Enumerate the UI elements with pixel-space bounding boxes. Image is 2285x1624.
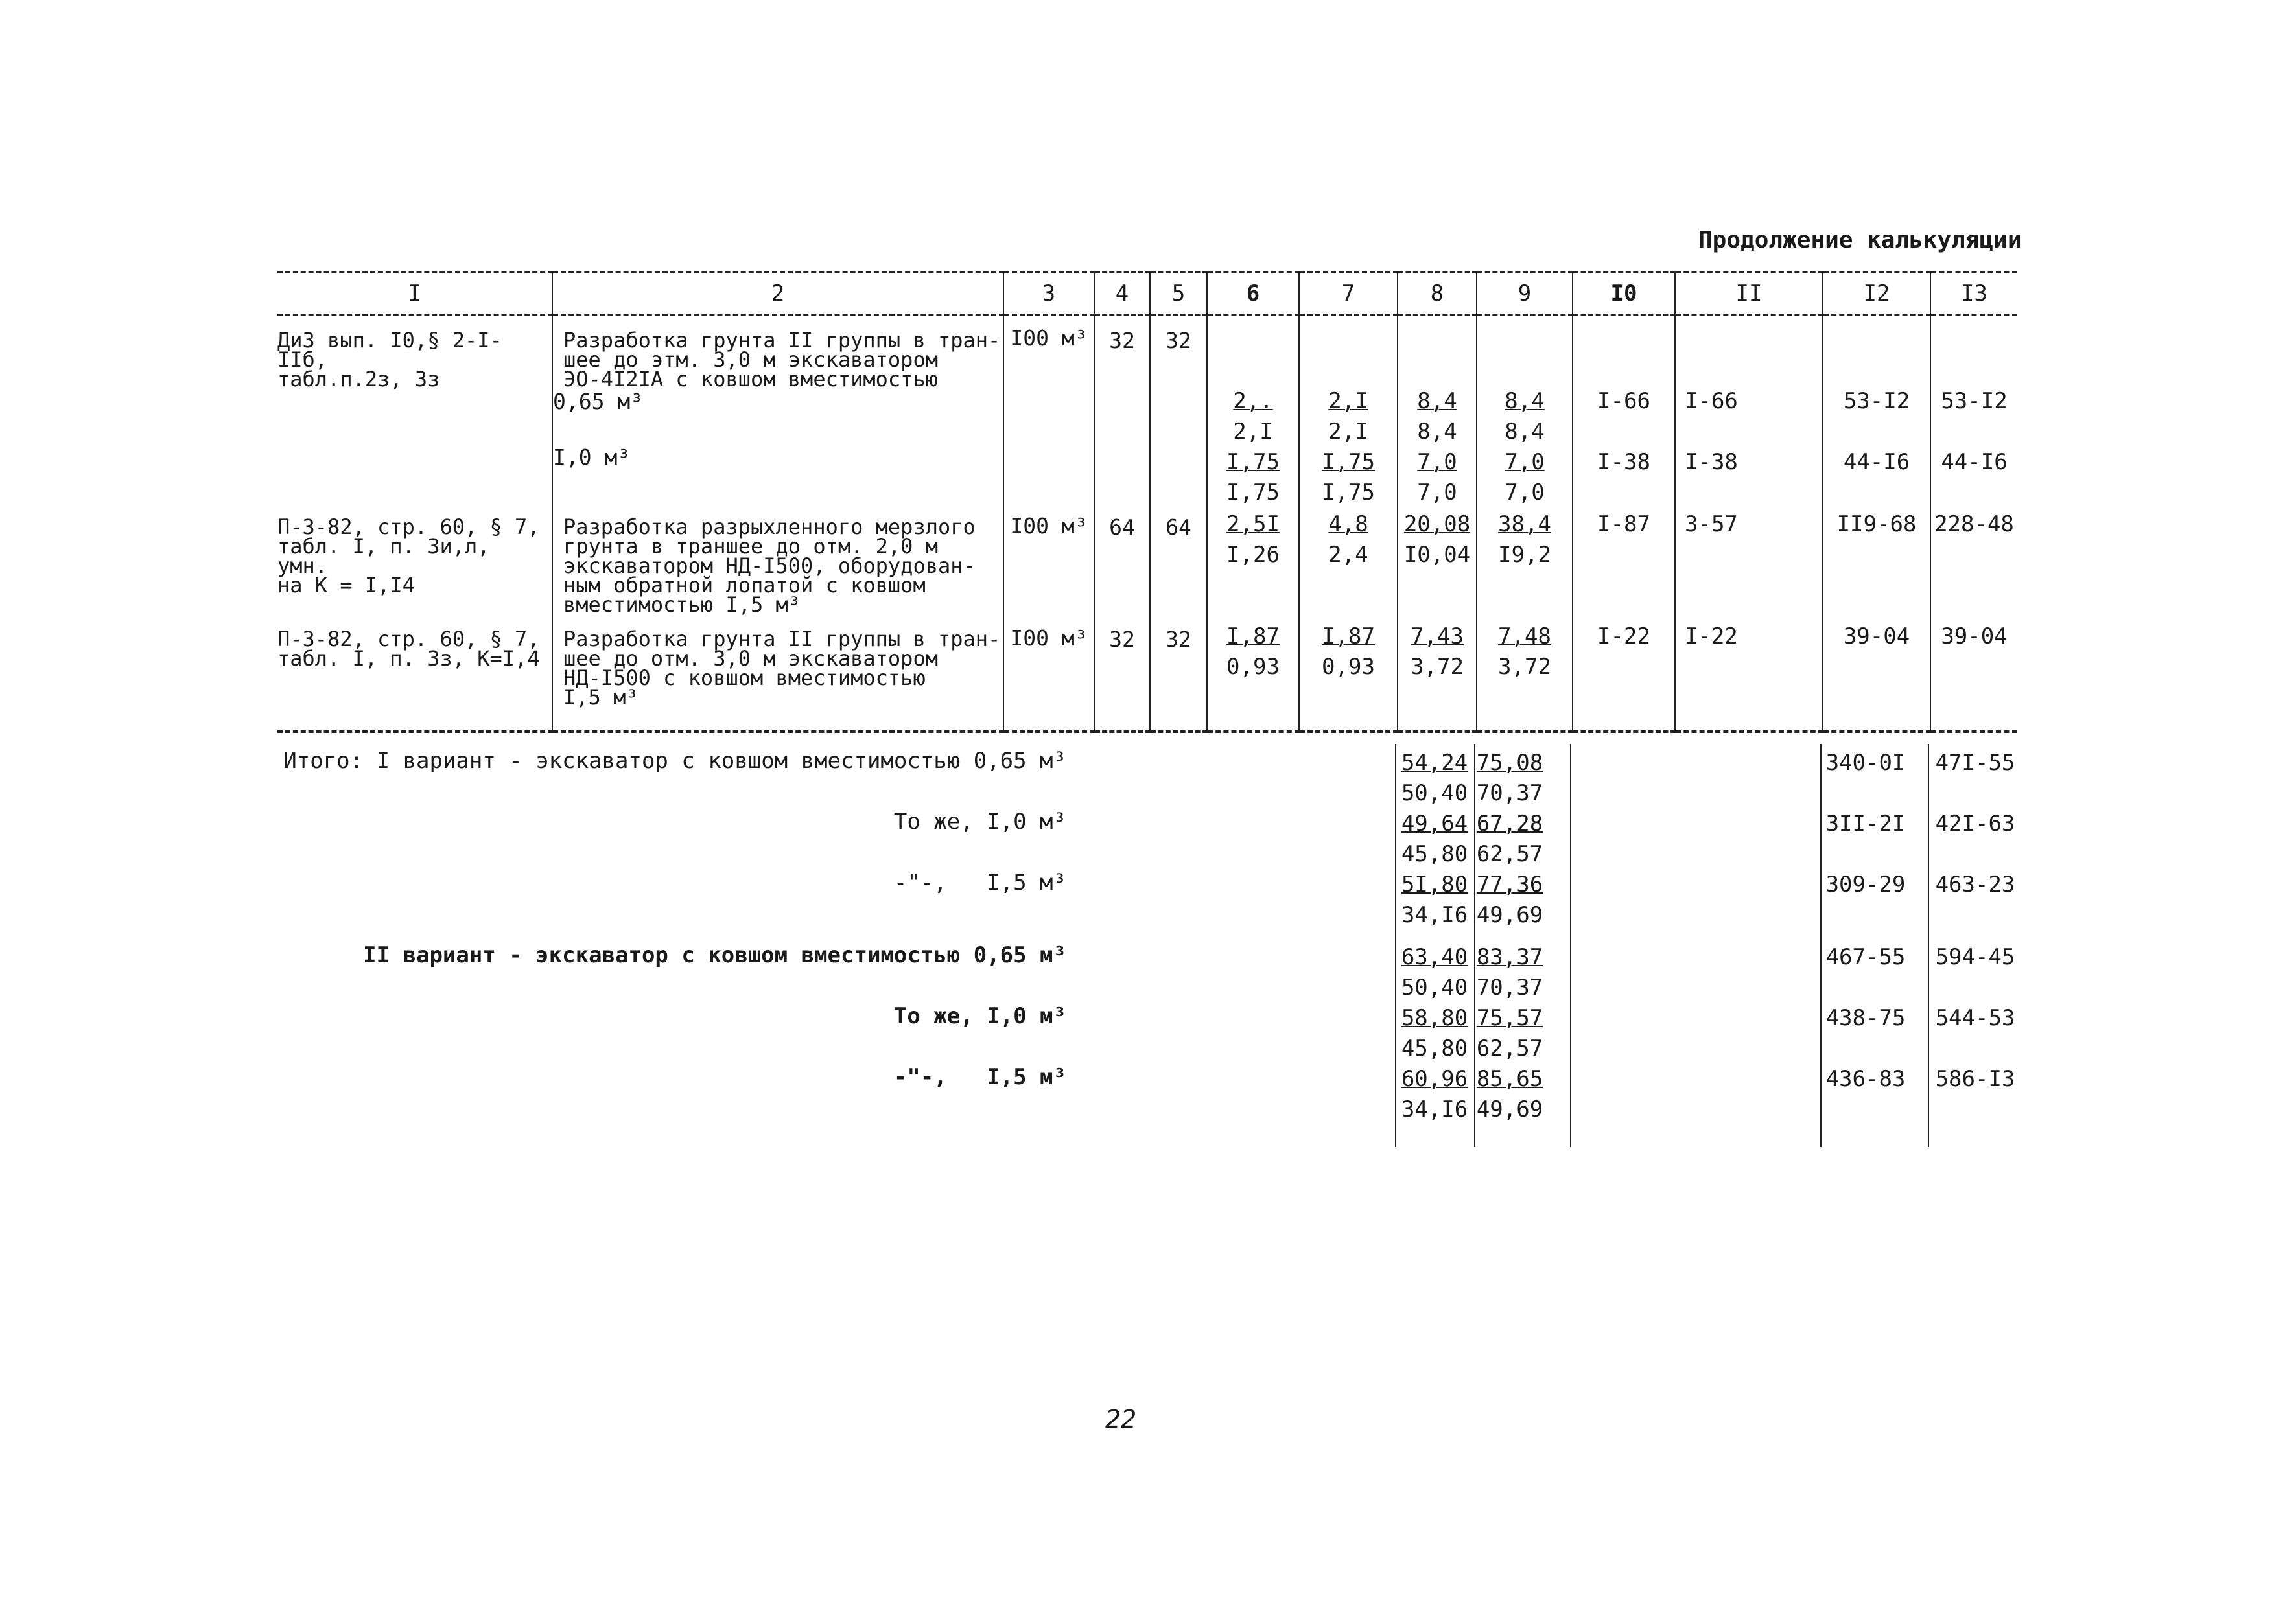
page-number: 22 [1105, 1405, 1137, 1433]
value-cell: I-66 I-38 [1675, 315, 1823, 508]
value-cell: 2,5I I,26 [1207, 508, 1299, 621]
total-label: -"-, I,5 м³ [893, 870, 1066, 896]
value-cell: 2,I 2,I I,75 I,75 [1299, 315, 1398, 508]
col-header-7: 7 [1299, 272, 1398, 315]
value-cell: 7,48 3,72 [1477, 621, 1573, 732]
qty-cell: 32 [1150, 621, 1207, 732]
col-header-6: 6 [1207, 272, 1299, 315]
qty-cell: 64 [1094, 508, 1150, 621]
col-header-2: 2 [552, 272, 1003, 315]
unit-cell: I00 м³ [1003, 315, 1094, 508]
value-cell: I,87 0,93 [1299, 621, 1398, 732]
value-cell: 2,. 2,I I,75 I,75 [1207, 315, 1299, 508]
total-c13: 463-23 [1935, 872, 2015, 898]
value-cell: 38,4 I9,2 [1477, 508, 1573, 621]
value-cell: I-22 [1675, 621, 1823, 732]
value-cell: 20,08 I0,04 [1398, 508, 1477, 621]
value-cell: 53-I2 44-I6 [1823, 315, 1930, 508]
total-c13: 42I-63 [1935, 811, 2015, 837]
qty-cell: 64 [1150, 508, 1207, 621]
value-cell: 39-04 [1823, 621, 1930, 732]
header-row [277, 272, 2017, 315]
unit-cell: I00 м³ [1003, 621, 1094, 732]
total-c8: 63,40 50,40 [1401, 944, 1468, 1001]
qty-cell: 32 [1150, 315, 1207, 508]
source-cell: П-3-82, стр. 60, § 7, табл. I, п. 3и,л, умн. на К = I,I4 [277, 508, 552, 621]
value-cell: I-87 [1573, 508, 1675, 621]
total-c8: 54,24 50,40 [1401, 750, 1468, 806]
total-c8: 49,64 45,80 [1401, 811, 1468, 867]
col-header-3: 3 [1003, 272, 1094, 315]
total-c12: 309-29 [1825, 872, 1906, 898]
value-cell: 4,8 2,4 [1299, 508, 1398, 621]
total-label: То же, I,0 м³ [893, 1003, 1066, 1029]
total-c9: 67,28 62,57 [1476, 811, 1543, 867]
description-cell: Разработка разрыхленного мерзлого грунта в траншее до отм. 2,0 м экскаватором НД-I500, оборудован- ным обратной лопатой с ковшом вместимостью I,5 м³ [552, 508, 1003, 621]
total-c8: 58,80 45,80 [1401, 1005, 1468, 1061]
total-c9: 85,65 49,69 [1476, 1066, 1543, 1122]
col-header-9: 9 [1477, 272, 1573, 315]
total-c12: 438-75 [1825, 1005, 1906, 1031]
calculation-table [277, 271, 2017, 733]
col-header-11: II [1675, 272, 1823, 315]
total-c9: 75,57 62,57 [1476, 1005, 1543, 1061]
col-header-13: I3 [1930, 272, 2017, 315]
continuation-title: Продолжение калькуляции [1698, 227, 2022, 253]
value-cell: 39-04 [1930, 621, 2017, 732]
col-header-8: 8 [1398, 272, 1477, 315]
source-cell: ДиЗ вып. I0,§ 2-I-IIб, табл.п.2з, 3з [277, 315, 552, 508]
total-c13: 594-45 [1935, 944, 2015, 970]
total-c9: 83,37 70,37 [1476, 944, 1543, 1001]
qty-cell: 32 [1094, 621, 1150, 732]
total-label: -"-, I,5 м³ [893, 1064, 1066, 1090]
total-c12: 436-83 [1825, 1066, 1906, 1092]
total-c8: 60,96 34,I6 [1401, 1066, 1468, 1122]
description-cell: Разработка грунта II группы в тран- шее до отм. 3,0 м экскаватором НД-I500 с ковшом вместимостью I,5 м³ [552, 621, 1003, 732]
value-cell: I-22 [1573, 621, 1675, 732]
total-c9: 75,08 70,37 [1476, 750, 1543, 806]
total-c12: 3II-2I [1825, 811, 1906, 837]
total-label: II вариант - экскаватор с ковшом вместимостью 0,65 м³ [363, 942, 1066, 968]
qty-cell: 32 [1094, 315, 1150, 508]
subrow-label: I,0 м³ [553, 445, 631, 470]
value-cell: 8,4 8,4 7,0 7,0 [1398, 315, 1477, 508]
value-cell: 7,43 3,72 [1398, 621, 1477, 732]
total-c13: 47I-55 [1935, 750, 2015, 776]
subrow-label: 0,65 м³ [553, 389, 644, 414]
total-c9: 77,36 49,69 [1476, 872, 1543, 928]
value-cell: I-66 I-38 [1573, 315, 1675, 508]
col-header-12: I2 [1823, 272, 1930, 315]
total-c12: 467-55 [1825, 944, 1906, 970]
col-header-5: 5 [1150, 272, 1207, 315]
total-c13: 586-I3 [1935, 1066, 2015, 1092]
col-header-10: I0 [1573, 272, 1675, 315]
value-cell: II9-68 [1823, 508, 1930, 621]
value-cell: 53-I2 44-I6 [1930, 315, 2017, 508]
unit-cell: I00 м³ [1003, 508, 1094, 621]
total-label: Итого: I вариант - экскаватор с ковшом вместимостью 0,65 м³ [283, 748, 1066, 774]
value-cell: 8,4 8,4 7,0 7,0 [1477, 315, 1573, 508]
description-cell: Разработка грунта II группы в тран- шее до этм. 3,0 м экскаватором ЭО-4I2IA с ковшом вместимостью 0,65 м³ I,0 м³ [552, 315, 1003, 508]
total-c8: 5I,80 34,I6 [1401, 872, 1468, 928]
value-cell: 228-48 [1930, 508, 2017, 621]
table-row [277, 315, 2017, 508]
total-label: То же, I,0 м³ [893, 809, 1066, 835]
col-header-1: I [277, 272, 552, 315]
table-row [277, 508, 2017, 621]
col-header-4: 4 [1094, 272, 1150, 315]
value-cell: I,87 0,93 [1207, 621, 1299, 732]
source-cell: П-3-82, стр. 60, § 7, табл. I, п. 3з, К=I,4 [277, 621, 552, 732]
total-c12: 340-0I [1825, 750, 1906, 776]
totals-rule [1570, 744, 1571, 1147]
total-c13: 544-53 [1935, 1005, 2015, 1031]
value-cell: 3-57 [1675, 508, 1823, 621]
table-row [277, 621, 2017, 732]
